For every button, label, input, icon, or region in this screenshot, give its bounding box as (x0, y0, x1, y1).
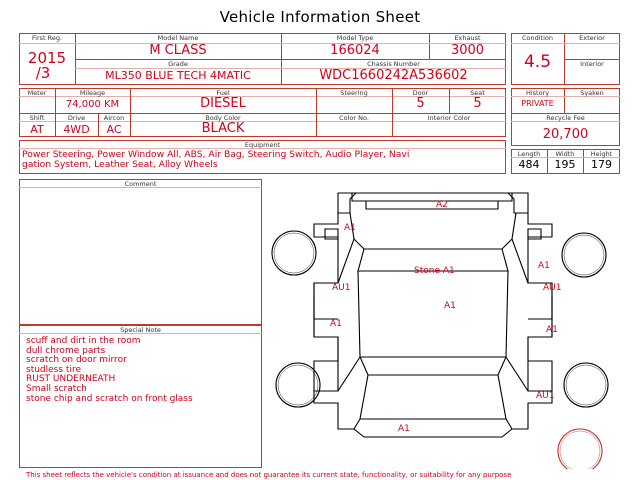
mileage-value: 74,000 KM (65, 99, 120, 110)
wheel-rear-right (562, 233, 606, 277)
mileage-label: Mileage (79, 89, 106, 97)
car-damage-diagram (268, 179, 620, 469)
condition-value: 4.5 (523, 52, 552, 72)
width-value: 195 (554, 158, 576, 171)
grade-value: ML350 BLUE TECH 4MATIC (105, 69, 251, 82)
damage-mark-rear-left-a1: A1 (344, 223, 356, 233)
damage-mark-center-a1: A1 (444, 301, 456, 311)
condition-label: Condition (521, 34, 554, 42)
special-note-item: scratch on door mirror (26, 355, 127, 366)
drive-label: Drive (67, 114, 86, 122)
shift-label: Shift (29, 114, 45, 122)
fuel-value: DIESEL (200, 96, 246, 111)
door-value: 5 (416, 96, 425, 111)
first-reg-month: /3 (35, 64, 51, 82)
equipment-label: Equipment (244, 141, 281, 149)
damage-mark-right-au1-lower: AU1 (536, 391, 555, 401)
interior-color-label: Interior Color (427, 114, 471, 122)
chassis-number-value: WDC1660242A536602 (319, 68, 468, 83)
special-note-item: scuff and dirt in the room (26, 336, 141, 346)
equipment-line-1: Power Steering, Power Window All, ABS, Air Bag, Steering Switch, Audio Player, Navi (22, 149, 410, 160)
wheel-front-right (564, 363, 608, 407)
exhaust-value: 3000 (450, 43, 485, 58)
special-note-list (26, 337, 193, 404)
grade-label: Grade (168, 60, 188, 68)
wheel-rear-left (272, 231, 316, 275)
history-label: History (525, 89, 550, 97)
footer-disclaimer: This sheet reflects the vehicle's condition at issuance and does not guarantee its current state, functionality, or suitability for any purpose (26, 471, 512, 479)
body-color-label: Body Color (205, 114, 241, 122)
hood-outline (360, 375, 506, 419)
damage-mark-right-au1-upper: AU1 (543, 283, 562, 293)
syaken-label: Syaken (580, 89, 604, 97)
special-note-item: Small scratch (26, 383, 87, 394)
meter-label: Meter (27, 89, 47, 97)
wheel-front-left (276, 363, 320, 407)
drive-value: 4WD (63, 123, 90, 136)
model-type-label: Model Type (336, 34, 374, 42)
exterior-label: Exterior (579, 34, 605, 42)
model-name-value: M CLASS (149, 43, 207, 58)
sheet-title: Vehicle Information Sheet (219, 8, 421, 26)
damage-mark-right-a1-upper: A1 (538, 261, 550, 271)
special-note-label: Special Note (120, 326, 161, 334)
aircon-value: AC (106, 123, 122, 136)
width-label: Width (555, 150, 575, 158)
door-label: Door (412, 89, 429, 97)
chassis-number-label: Chassis Number (367, 60, 420, 68)
damage-mark-rear-a2: A2 (436, 200, 448, 210)
exhaust-label: Exhaust (454, 34, 481, 42)
front-bumper (354, 429, 512, 437)
damage-mark-right-a1-mid: A1 (546, 325, 558, 335)
equipment-line-2: gation System, Leather Seat, Alloy Wheels (22, 159, 218, 170)
damage-mark-stone-a1: Stone A1 (414, 266, 455, 276)
roof-outline (350, 213, 516, 249)
length-label: Length (517, 150, 541, 158)
height-label: Height (590, 150, 613, 158)
height-value: 179 (591, 158, 612, 171)
special-note-item: studless tire (26, 364, 81, 375)
length-value: 484 (518, 158, 540, 171)
interior-label: Interior (580, 60, 604, 68)
history-value: PRIVATE (521, 99, 554, 108)
first-reg-label: First Reg. (31, 34, 63, 42)
model-name-label: Model Name (157, 34, 199, 42)
damage-mark-front-a1: A1 (398, 424, 410, 434)
steering-label: Steering (340, 89, 368, 97)
first-reg-year: 2015 (27, 49, 67, 67)
fuel-label: Fuel (216, 89, 230, 97)
body-color-value: BLACK (201, 121, 245, 136)
color-no-label: Color No. (339, 114, 369, 122)
special-note-item: RUST UNDERNEATH (26, 374, 116, 385)
comment-label: Comment (124, 180, 157, 188)
recycle-fee-value: 20,700 (542, 127, 589, 142)
special-note-item: dull chrome parts (26, 345, 106, 356)
comment-box (19, 179, 262, 325)
model-type-value: 166024 (330, 43, 380, 58)
seat-label: Seat (470, 89, 485, 97)
special-note-item: stone chip and scratch on front glass (26, 393, 193, 404)
seat-value: 5 (473, 96, 482, 111)
shift-value: AT (30, 123, 44, 136)
recycle-fee-label: Recycle Fee (546, 114, 585, 122)
spare-tire (558, 429, 602, 469)
damage-mark-left-au1: AU1 (332, 283, 351, 293)
aircon-label: Aircon (103, 114, 125, 122)
damage-mark-left-a1-mid: A1 (330, 319, 342, 329)
